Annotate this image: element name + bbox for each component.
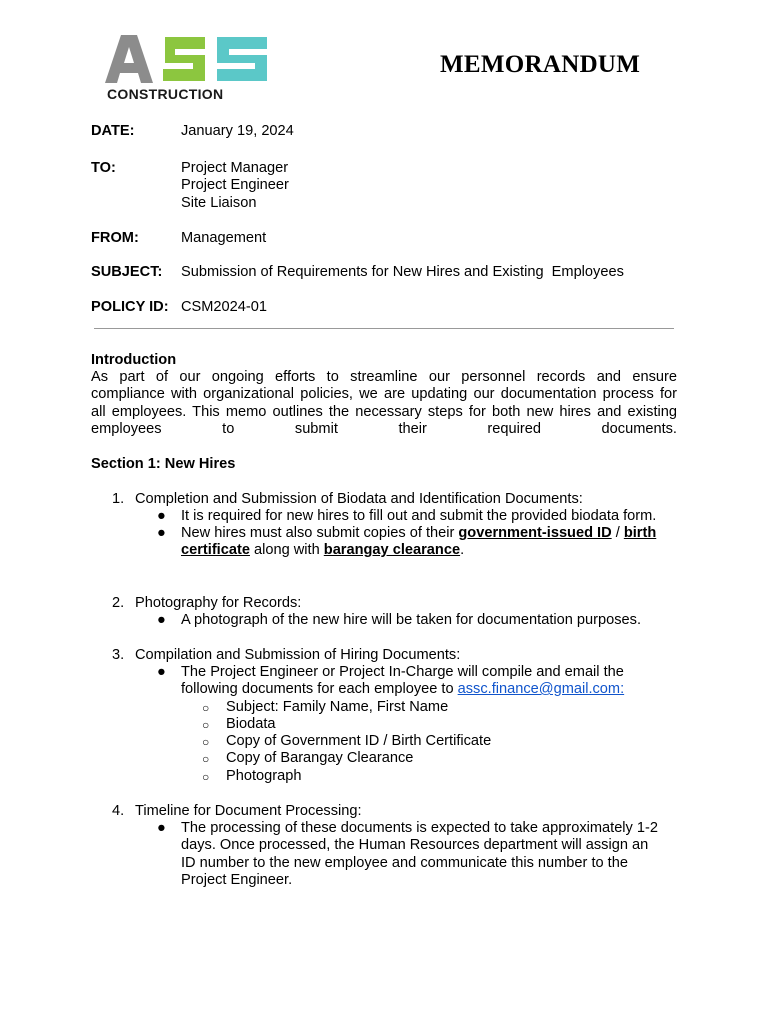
item-title: Completion and Submission of Biodata and Identification Documents:: [135, 491, 583, 507]
bullet-text-requirements-cont: [181, 542, 464, 559]
date-value: January 19, 2024: [181, 123, 294, 139]
bullet-text: A photograph of the new hire will be taken for documentation purposes.: [181, 612, 641, 628]
bullet-icon: ●: [157, 820, 166, 836]
item-number: 3.: [112, 647, 125, 663]
intro-line: all employees. This memo outlines the necessary steps for both new hires and existing: [91, 403, 677, 420]
to-label: TO:: [91, 160, 116, 176]
item-number: 2.: [112, 595, 125, 611]
sub-bullet-icon: ○: [202, 770, 210, 784]
text-fragment: New hires must also submit copies of their: [181, 525, 459, 541]
bullet-text: days. Once processed, the Human Resources department will assign an: [181, 837, 649, 853]
text-fragment: /: [611, 525, 624, 541]
recipient: Project Manager: [181, 160, 289, 176]
item-title: Timeline for Document Processing:: [135, 803, 362, 819]
recipient: Project Engineer: [181, 177, 289, 194]
certificate-term: certificate: [181, 542, 250, 558]
bullet-text: The Project Engineer or Project In-Charge will compile and email the: [181, 664, 624, 680]
from-label: FROM:: [91, 230, 139, 246]
logo-mark: [105, 33, 270, 85]
bullet-text: It is required for new hires to fill out and submit the provided biodata form.: [181, 508, 657, 524]
subject-value: Submission of Requirements for New Hires and Existing Employees: [181, 264, 624, 280]
bullet-text-email: [181, 681, 624, 698]
birth-term: birth: [623, 525, 657, 541]
email-link[interactable]: assc.finance@gmail.com:: [457, 681, 625, 697]
sub-item: Biodata: [226, 716, 276, 732]
company-logo: [105, 33, 270, 103]
intro-line: As part of our ongoing efforts to streamline our personnel records and ensure: [91, 369, 677, 385]
item-title: Compilation and Submission of Hiring Documents:: [135, 647, 461, 663]
section-heading: Section 1: New Hires: [91, 456, 236, 472]
intro-line: compliance with organizational policies, we are updating our documentation process for: [91, 386, 677, 403]
bullet-text-requirements: [181, 525, 656, 542]
logo-wordmark: CONSTRUCTION: [107, 86, 224, 102]
sub-bullet-icon: ○: [202, 752, 210, 766]
intro-paragraph: [91, 369, 677, 438]
item-number: 1.: [112, 491, 125, 507]
to-recipients: [181, 160, 289, 212]
bullet-icon: ●: [157, 508, 166, 524]
text-fragment: along with: [249, 542, 324, 558]
text-fragment: .: [460, 542, 465, 558]
item-title: Photography for Records:: [135, 595, 302, 611]
bullet-icon: ●: [157, 664, 166, 680]
date-label: DATE:: [91, 123, 135, 139]
bullet-text: The processing of these documents is expected to take approximately 1-2: [181, 820, 658, 836]
memo-title: MEMORANDUM: [440, 51, 641, 78]
sub-bullet-icon: ○: [202, 735, 210, 749]
intro-line: employees to submit their required documents.: [91, 420, 677, 437]
government-id-term: government-issued ID: [458, 525, 612, 541]
bullet-text: Project Engineer.: [181, 872, 293, 888]
recipient: Site Liaison: [181, 194, 257, 211]
text-fragment: following documents for each employee to: [181, 681, 458, 697]
barangay-clearance-term: barangay clearance: [323, 542, 461, 558]
from-value: Management: [181, 230, 267, 246]
sub-item: Subject: Family Name, First Name: [226, 699, 449, 715]
sub-item: Photograph: [226, 768, 302, 784]
sub-item: Copy of Government ID / Birth Certificate: [226, 733, 492, 749]
bullet-icon: ●: [157, 525, 166, 541]
item-number: 4.: [112, 803, 125, 819]
policy-value: CSM2024-01: [181, 299, 267, 315]
sub-bullet-icon: ○: [202, 718, 210, 732]
header-divider: [94, 328, 674, 329]
intro-heading: Introduction: [91, 352, 177, 368]
sub-item: Copy of Barangay Clearance: [226, 750, 414, 766]
bullet-text: ID number to the new employee and communicate this number to the: [181, 855, 628, 871]
bullet-icon: ●: [157, 612, 166, 628]
subject-label: SUBJECT:: [91, 264, 163, 280]
policy-label: POLICY ID:: [91, 299, 169, 315]
sub-bullet-icon: ○: [202, 701, 210, 715]
